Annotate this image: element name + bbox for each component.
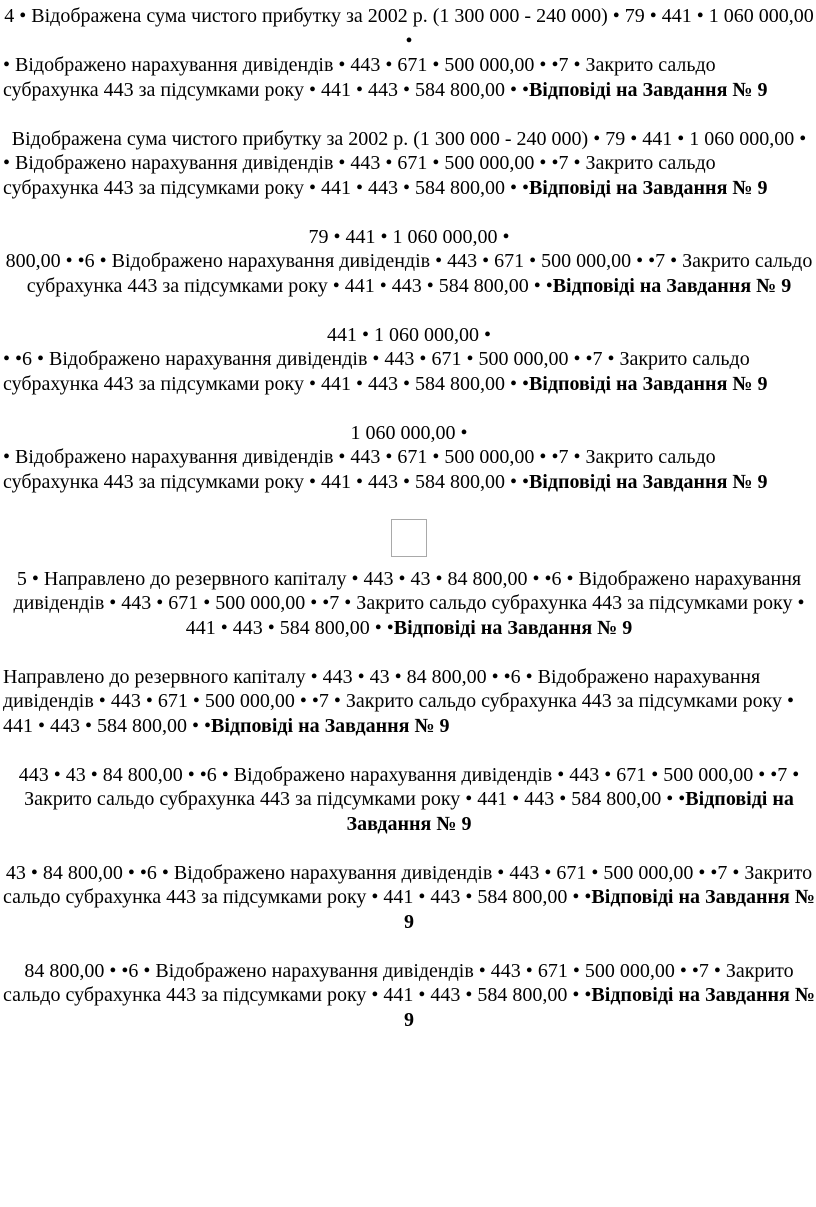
s4-p2-text: • Відображено нарахування дивідендів • 443 • 671 • 500 000,00 • •7 • Закрито сальдо субрахунка 443 за підсумками року • 441 • 443 • 584 800,00 • • (3, 152, 716, 199)
s5-paragraph-1 (3, 567, 815, 641)
s4-paragraph-5 (3, 445, 815, 494)
s5-p1-text: 5 • Направлено до резервного капіталу • 443 • 43 • 84 800,00 • •6 • Відображено нарахування дивідендів • 443 • 671 • 500 000,00 • •7 • Закрито сальдо субрахунка 443 за підсумками року • 441 • 443 • 584 800,00 • • (13, 567, 805, 639)
empty-image-placeholder (3, 519, 815, 559)
s4-paragraph-2 (3, 151, 815, 200)
s4-p4-answer-link[interactable]: Відповіді на Завдання № 9 (528, 372, 768, 395)
s5-paragraph-4 (3, 861, 815, 935)
s4-p3-lead-text: 79 • 441 • 1 060 000,00 • (308, 225, 510, 248)
empty-box-icon (391, 519, 427, 557)
s5-p1-answer-link[interactable]: Відповіді на Завдання № 9 (393, 616, 633, 639)
s4-p2-lead-text: Відображена сума чистого прибутку за 2002 р. (1 300 000 - 240 000) • 79 • 441 • 1 060 000,00 • (11, 127, 807, 150)
s4-paragraph-4-lead (3, 323, 815, 348)
s5-p2-answer-link[interactable]: Відповіді на Завдання № 9 (211, 714, 450, 737)
s4-paragraph-4 (3, 347, 815, 396)
s5-paragraph-5 (3, 959, 815, 1033)
s4-p1-text: • Відображено нарахування дивідендів • 443 • 671 • 500 000,00 • •7 • Закрито сальдо субрахунка 443 за підсумками року • 441 • 443 • 584 800,00 • • (3, 54, 716, 101)
s4-paragraph-1-lead (3, 4, 815, 53)
s4-paragraph-3 (3, 249, 815, 298)
s4-paragraph-3-lead (3, 225, 815, 250)
s4-paragraph-1 (3, 53, 815, 102)
s5-p5-text: 84 800,00 • •6 • Відображено нарахування дивідендів • 443 • 671 • 500 000,00 • •7 • Закрито сальдо субрахунка 443 за підсумками року • 441 • 443 • 584 800,00 • • (3, 959, 794, 1006)
s4-paragraph-2-lead (3, 127, 815, 152)
s4-paragraph-5-lead (3, 421, 815, 446)
s4-p4-lead-text: 441 • 1 060 000,00 • (326, 323, 491, 346)
s5-p4-answer-link[interactable]: Відповіді на Завдання № 9 (404, 886, 815, 933)
s4-p4-text: • •6 • Відображено нарахування дивідендів • 443 • 671 • 500 000,00 • •7 • Закрито сальдо субрахунка 443 за підсумками року • 441 • 443 • 584 800,00 • • (3, 348, 750, 395)
s4-p2-answer-link[interactable]: Відповіді на Завдання № 9 (528, 176, 768, 199)
s5-p3-text: 443 • 43 • 84 800,00 • •6 • Відображено нарахування дивідендів • 443 • 671 • 500 000,00 • •7 • Закрито сальдо субрахунка 443 за підсумками року • 441 • 443 • 584 800,00 • • (18, 763, 800, 810)
s4-p5-answer-link[interactable]: Відповіді на Завдання № 9 (528, 470, 768, 493)
s5-paragraph-2 (3, 665, 815, 739)
s4-p3-text: 800,00 • •6 • Відображено нарахування дивідендів • 443 • 671 • 500 000,00 • •7 • Закрито сальдо субрахунка 443 за підсумками року • 441 • 443 • 584 800,00 • • (5, 250, 813, 297)
s4-p3-answer-link[interactable]: Відповіді на Завдання № 9 (552, 274, 792, 297)
s5-p2-text: Направлено до резервного капіталу • 443 • 43 • 84 800,00 • •6 • Відображено нарахування дивідендів • 443 • 671 • 500 000,00 • •7 • Закрито сальдо субрахунка 443 за підсумками року • 441 • 443 • 584 800,00 • • (3, 665, 795, 737)
s4-p1-answer-link[interactable]: Відповіді на Завдання № 9 (528, 78, 768, 101)
s5-p5-answer-link[interactable]: Відповіді на Завдання № 9 (404, 984, 815, 1031)
s4-p5-text: • Відображено нарахування дивідендів • 443 • 671 • 500 000,00 • •7 • Закрито сальдо субрахунка 443 за підсумками року • 441 • 443 • 584 800,00 • • (3, 446, 716, 493)
s5-paragraph-3 (3, 763, 815, 837)
s5-p4-text: 43 • 84 800,00 • •6 • Відображено нарахування дивідендів • 443 • 671 • 500 000,00 • •7 • Закрито сальдо субрахунка 443 за підсумками року • 441 • 443 • 584 800,00 • • (3, 861, 813, 908)
s4-p1-lead-text: 4 • Відображена сума чистого прибутку за 2002 р. (1 300 000 - 240 000) • 79 • 441 • 1 060 000,00 • (4, 5, 814, 52)
s5-p3-answer-link[interactable]: Відповіді на Завдання № 9 (346, 788, 794, 835)
s4-p5-lead-text: 1 060 000,00 • (350, 421, 468, 444)
